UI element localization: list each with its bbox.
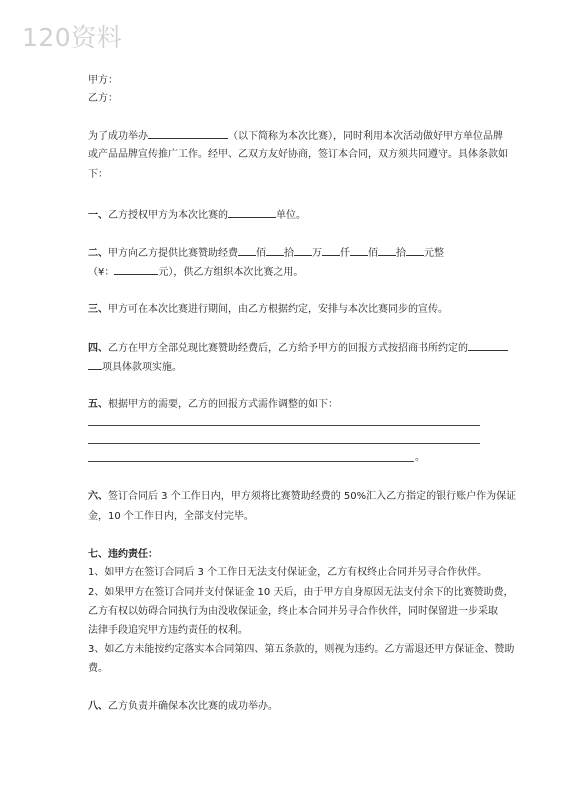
clause-number: 三、: [88, 304, 108, 315]
clause-7-item-2-line-1: 2、如果甲方在签订合同并支付保证金 10 天后，由于甲方自身原因无法支付余下的比赛赞助费，: [88, 587, 514, 598]
clause-number: 六、: [88, 491, 108, 502]
clause-text: 根据甲方的需要，乙方的回报方式需作调整的如下：: [108, 399, 338, 410]
intro-line-3: 下：: [88, 169, 108, 180]
clause-2-line-2: [88, 264, 303, 280]
clause-text: 乙方授权甲方为本次比赛的: [108, 210, 228, 221]
event-name-blank: [148, 128, 228, 139]
clause-5: [88, 398, 338, 412]
blank-line: [88, 359, 102, 370]
fill-line: [88, 461, 414, 462]
clause-text: 乙方在甲方全部兑现比赛赞助经费后，乙方给予甲方的回报方式按招商书所约定的: [108, 343, 468, 354]
clause-2-line-1: [88, 245, 444, 261]
fill-line: [88, 425, 480, 426]
clause-text: 甲方向乙方提供比赛赞助经费: [108, 248, 238, 259]
clause-7-item-3-line-1: 3、如乙方未能按约定落实本合同第四、第五条款的，则视为违约。乙方需退还甲方保证金、赞助: [88, 644, 515, 655]
blank-line: [114, 264, 158, 275]
clause-6-line-1: [88, 490, 516, 504]
intro-text: 为了成功举办: [88, 131, 148, 142]
clause-5-end: 。: [415, 452, 425, 463]
clause-text: 元），供乙方组织本次比赛之用。: [158, 267, 304, 278]
blank-line: [266, 245, 284, 256]
clause-7-item-2-line-2: 乙方有权以妨碍合同执行为由没收保证金，终止本合同并另寻合作伙伴，同时保留进一步采取: [88, 606, 498, 617]
blank-line: [294, 245, 312, 256]
clause-7-title: 七、违约责任：: [88, 549, 158, 560]
clause-text: 单位。: [276, 210, 306, 221]
unit-label: 拾: [396, 248, 406, 259]
clause-number: 一、: [88, 210, 108, 221]
clause-1: [88, 207, 306, 223]
party-b-label: 乙方：: [88, 93, 118, 104]
clause-6-line-2: 金，10 个工作日内，全部支付完毕。: [88, 511, 254, 522]
fill-line: [88, 443, 480, 444]
unit-label: 仟: [340, 248, 350, 259]
unit-label: 元整: [424, 248, 444, 259]
clause-4-line-2: [88, 359, 182, 375]
clause-number: 五、: [88, 399, 108, 410]
blank-line: [322, 245, 340, 256]
clause-text: 签订合同后 3 个工作日内，甲方须将比赛赞助经费的 50%汇入乙方指定的银行账户作为保证: [108, 491, 517, 502]
party-a-label: 甲方：: [88, 75, 118, 86]
clause-3: [88, 303, 448, 317]
unit-label: 佰: [256, 248, 266, 259]
blank-line: [238, 245, 256, 256]
clause-number: 四、: [88, 343, 108, 354]
blank-line: [406, 245, 424, 256]
unit-label: 佰: [368, 248, 378, 259]
watermark-logo: 120资料: [22, 23, 123, 52]
clause-7-item-1: 1、如甲方在签订合同后 3 个工作日无法支付保证金，乙方有权终止合同并另寻合作伙伴。: [88, 567, 488, 578]
blank-line: [378, 245, 396, 256]
clause-7-item-3-line-2: 费。: [88, 663, 108, 674]
clause-number: 八、: [88, 701, 108, 712]
unit-label: 拾: [284, 248, 294, 259]
unit-label: 万: [312, 248, 322, 259]
blank-line: [468, 340, 508, 351]
intro-line-2: 或产品品牌宣传推广工作。经甲、乙双方友好协商，签订本合同，双方须共同遵守。具体条款如: [88, 149, 508, 160]
blank-line: [228, 207, 276, 218]
intro-line-1: [88, 128, 503, 144]
clause-text: （¥：: [88, 267, 115, 278]
intro-text: （以下简称为本次比赛），同时利用本次活动做好甲方单位品牌: [228, 131, 503, 142]
blank-line: [350, 245, 368, 256]
clause-4-line-1: [88, 340, 508, 356]
clause-7-item-2-line-3: 法律手段追究甲方违约责任的权利。: [88, 625, 248, 636]
clause-text: 甲方可在本次比赛进行期间，由乙方根据约定，安排与本次比赛同步的宣传。: [108, 304, 448, 315]
clause-8: [88, 700, 278, 714]
clause-text: 乙方负责并确保本次比赛的成功举办。: [108, 701, 278, 712]
clause-text: 项具体款项实施。: [102, 362, 182, 373]
clause-number: 二、: [88, 248, 108, 259]
